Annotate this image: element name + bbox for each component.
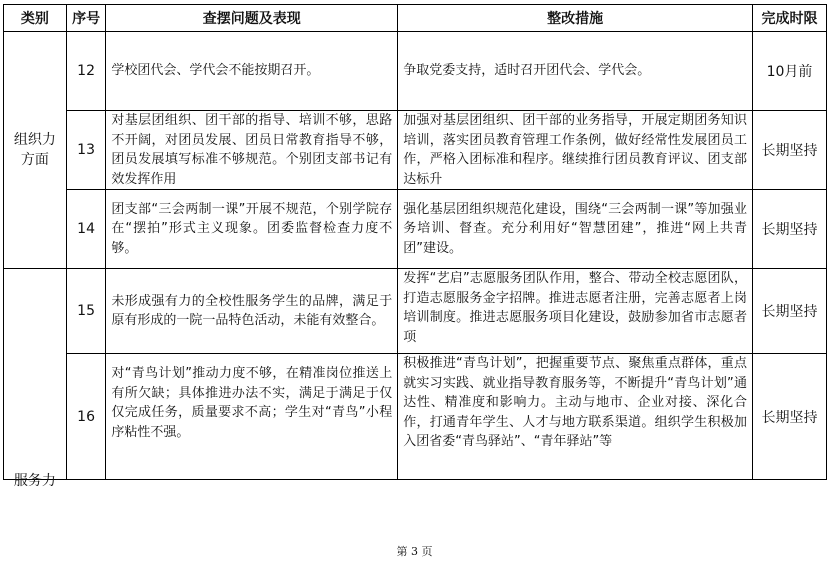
table-row <box>4 354 827 480</box>
issue-text: 团支部“三会两制一课”开展不规范，个别学院存在“摆拍”形式主义现象。团委监督检查力度不够。 <box>111 201 393 256</box>
measure-text-wrap <box>398 32 752 110</box>
category-label-service: 服务力 <box>13 473 56 489</box>
table-row <box>4 32 827 111</box>
header-deadline: 完成时限 <box>752 5 826 32</box>
measure-cell <box>398 190 753 269</box>
measure-text: 争取党委支持，适时召开团代会、学代会。 <box>403 63 651 79</box>
header-issue: 查摆问题及表现 <box>106 5 398 32</box>
row-number: 12 <box>66 32 106 111</box>
measure-text: 强化基层团组织规范化建设，围绕“三会两制一课”等加强业务培训、督查。充分利用好“智慧团建”，推进“网上共青团”建设。 <box>403 201 747 256</box>
row-number: 15 <box>66 269 106 354</box>
issue-text: 对“青鸟计划”推动力度不够，在精准岗位推送上有所欠缺；具体推进办法不实，满足于满足于仅仅完成任务，质量要求不高；学生对“青鸟”小程序粘性不强。 <box>111 366 393 440</box>
issue-text: 学校团代会、学代会不能按期召开。 <box>111 63 320 79</box>
measure-cell <box>398 111 753 190</box>
issue-text-wrap <box>106 32 397 110</box>
issue-text-wrap <box>106 190 397 268</box>
header-category: 类别 <box>4 5 67 32</box>
table-row <box>4 111 827 190</box>
measure-cell <box>398 354 753 480</box>
category-cell-organization <box>4 32 67 269</box>
deadline-cell: 长期坚持 <box>752 269 826 354</box>
rectification-table <box>3 4 827 489</box>
table-header-row <box>4 5 827 32</box>
row-number: 16 <box>66 354 106 480</box>
issue-cell <box>106 354 398 480</box>
category-cell-service <box>4 269 67 489</box>
page-number: 第 3 页 <box>396 545 433 558</box>
header-number: 序号 <box>66 5 106 32</box>
deadline-cell: 长期坚持 <box>752 354 826 480</box>
measure-text: 发挥“艺启”志愿服务团队作用，整合、带动全校志愿团队，打造志愿服务金字招牌。推进志愿者注册，完善志愿者上岗培训制度。推进志愿服务项目化建设，鼓励参加省市志愿者项 <box>403 271 747 345</box>
measure-text: 积极推进“青鸟计划”，把握重要节点、聚焦重点群体，重点就实习实践、就业指导教育服务等，不断提升“青鸟计划”通达性、精准度和影响力。主动与地市、企业对接、深化合作，打通青年学生、人才与地方联系渠道。组织学生积极加入团省委“青鸟驿站”、“青年驿站”等 <box>403 356 747 449</box>
deadline-cell: 长期坚持 <box>752 111 826 190</box>
issue-cell <box>106 111 398 190</box>
issue-text: 未形成强有力的全校性服务学生的品牌，满足于原有形成的一院一品特色活动，未能有效整合。 <box>111 293 393 328</box>
table-row <box>4 190 827 269</box>
measure-cell <box>398 32 753 111</box>
measure-cell <box>398 269 753 354</box>
table-row <box>4 269 827 354</box>
measure-text: 加强对基层团组织、团干部的业务指导，开展定期团务知识培训，落实团员教育管理工作条例，做好经常性发展团员工作，严格入团标准和程序。继续推行团员教育评议、团支部达标升 <box>403 113 747 187</box>
category-label-cut-wrap <box>4 269 66 489</box>
issue-cell <box>106 32 398 111</box>
category-label-line1: 组织力 <box>13 132 56 148</box>
issue-cell <box>106 269 398 354</box>
issue-cell <box>106 190 398 269</box>
header-measure: 整改措施 <box>398 5 753 32</box>
row-number: 14 <box>66 190 106 269</box>
issue-text-wrap <box>106 269 397 353</box>
deadline-cell: 长期坚持 <box>752 190 826 269</box>
row-number: 13 <box>66 111 106 190</box>
issue-text: 对基层团组织、团干部的指导、培训不够，思路不开阔，对团员发展、团员日常教育指导不够，团员发展填写标准不够规范。个别团支部书记有效发挥作用 <box>111 113 393 187</box>
deadline-cell: 10月前 <box>752 32 826 111</box>
category-label-line2: 方面 <box>20 152 49 168</box>
measure-text-wrap <box>398 190 752 268</box>
